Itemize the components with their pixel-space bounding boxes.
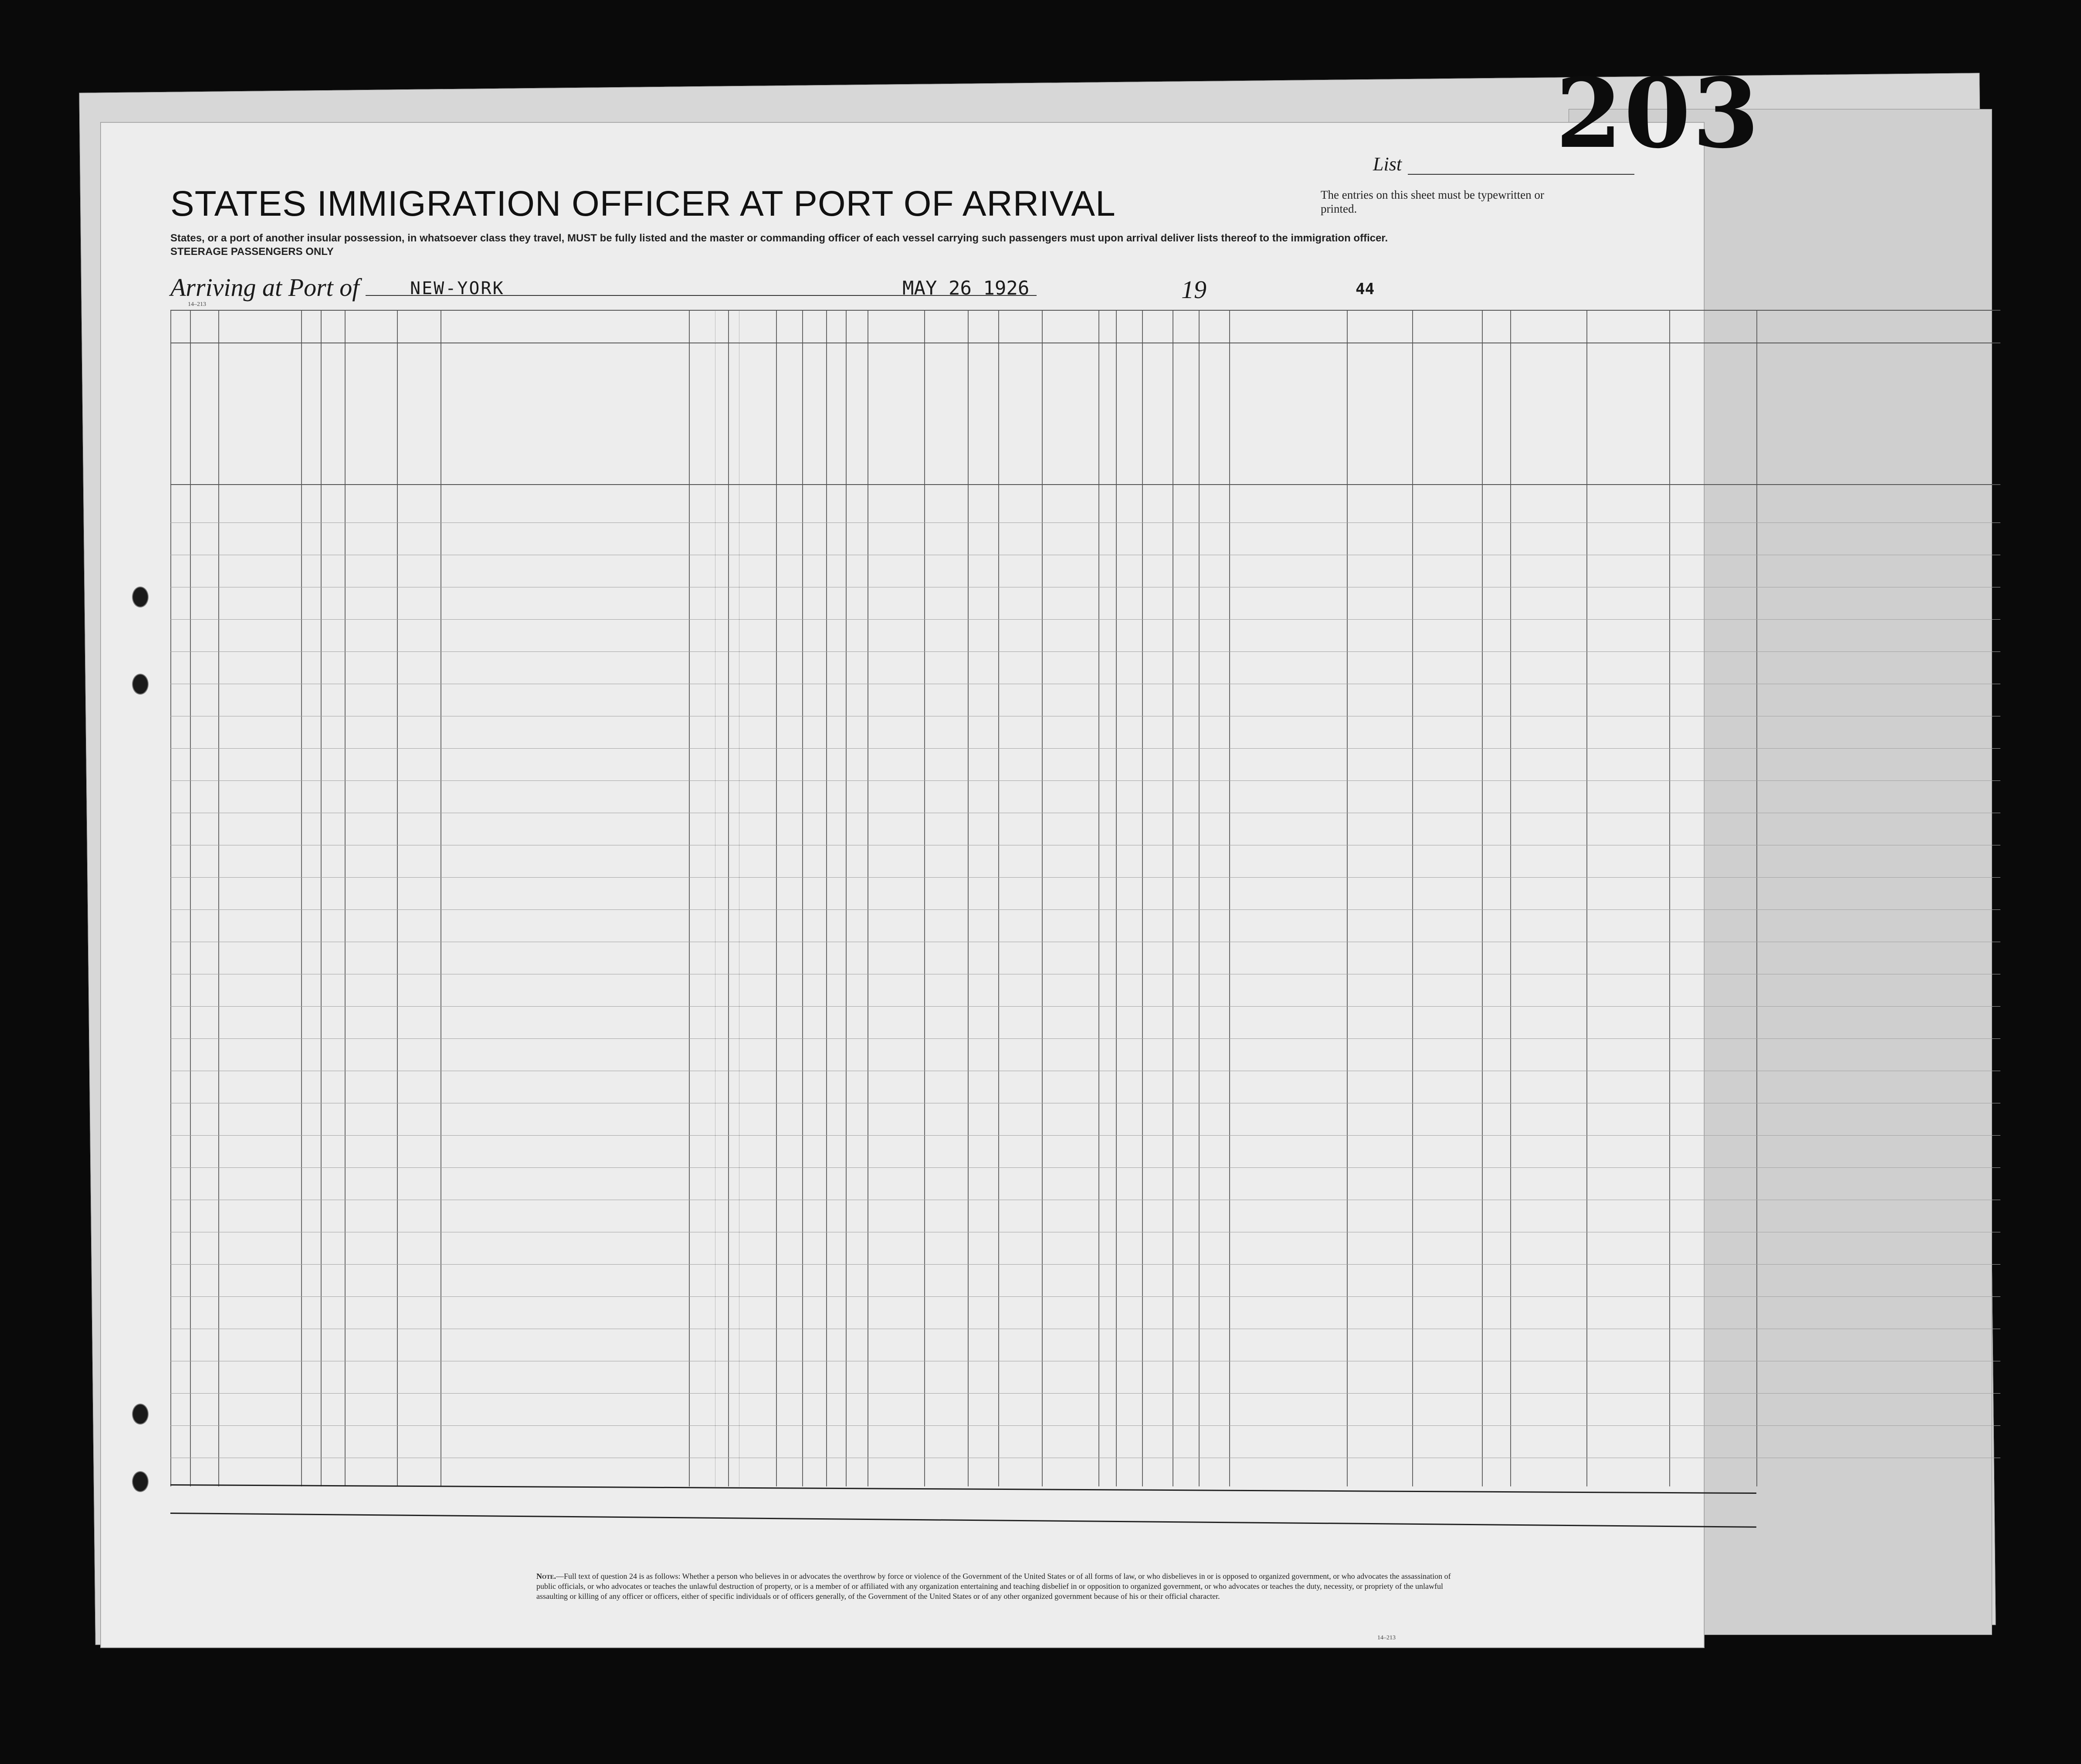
manifest-sheet: [100, 122, 1705, 1648]
column-rule: [170, 310, 171, 1486]
footnote: Note.—Full text of question 24 is as follows: Whether a person who believes in or advocates the overthrow by force or violence of the Government of the United States or of all forms of law, or who disbelieves in or is opposed to organized government, or who advocates the assassination of public officials, or who advocates or teaches the unlawful destruction of property, or is a member of or affiliated with any organization entertaining and teaching disbelief in or opposition to organized government, or who advocates or teaches the duty, necessity, or propriety of the unlawful assaulting or killing of any officer or officers, either of specific individuals or of officers generally, of the Government of the United States or of any other organized government because of his or their official character.: [536, 1572, 1451, 1601]
row-rule: [170, 909, 2000, 910]
column-rule: [1229, 310, 1230, 1486]
column-rule: [776, 310, 777, 1486]
row-rule: [170, 1006, 2000, 1007]
column-rule: [846, 310, 847, 1486]
row-rule: [170, 1425, 2000, 1426]
row-rule: [170, 522, 2000, 523]
steerage-label: STEERAGE PASSENGERS ONLY: [170, 246, 334, 258]
column-rule: [826, 310, 827, 1486]
column-rule: [321, 310, 322, 1486]
row-rule: [170, 1038, 2000, 1039]
row-rule: [170, 877, 2000, 878]
list-label: List: [1373, 153, 1402, 175]
list-underline: [1408, 174, 1634, 175]
column-rule: [1510, 310, 1511, 1486]
column-rule: [1756, 310, 1757, 1486]
entries-note: The entries on this sheet must be typewritten or printed.: [1321, 188, 1544, 215]
page-title: STATES IMMIGRATION OFFICER AT PORT OF ARRIVAL: [170, 184, 1116, 224]
note-text: Full text of question 24 is as follows: Whether a person who believes in or advocates the overthrow by force or violence of the Government of the United States or of all forms of law, or who disbelieves in or is opposed to organized government, or who advocates the assassination of public officials, or who advocates or teaches the unlawful destruction of property, or is a member of or affiliated with any organization entertaining and teaching disbelief in or opposition to organized government, or who advocates or teaches the duty, necessity, or propriety of the unlawful assaulting or killing of any officer or officers, either of specific individuals or of officers generally, of the Government of the United States or of any other organized government because of his or their official character.: [536, 1572, 1451, 1601]
row-rule: [170, 1135, 2000, 1136]
column-rule: [1412, 310, 1413, 1486]
binder-hole: [132, 1404, 149, 1425]
column-rule: [1586, 310, 1587, 1486]
column-rule: [1142, 310, 1143, 1486]
column-rule: [1042, 310, 1043, 1486]
instructions-text: [170, 231, 1521, 258]
cancel-line: [170, 1484, 1756, 1494]
column-rule: [998, 310, 999, 1486]
column-rule: [689, 310, 690, 1486]
year-prefix: 19: [1181, 275, 1207, 304]
column-rule: [1199, 310, 1200, 1486]
binder-hole: [132, 1471, 149, 1492]
header-rule: [170, 484, 2000, 485]
column-rule: [924, 310, 925, 1486]
column-rule: [1116, 310, 1117, 1486]
column-rule: [728, 310, 729, 1486]
row-rule: [170, 1393, 2000, 1394]
column-rule: [218, 310, 219, 1486]
row-rule: [170, 619, 2000, 620]
column-rule: [1347, 310, 1348, 1486]
date-stamp: MAY 26 1926: [902, 277, 1030, 299]
column-rule: [345, 310, 346, 1486]
instructions-line: States, or a port of another insular possession, in whatsoever class they travel, MUST be fully listed and the master or commanding officer of each vessel carrying such passengers must upon arrival deliver lists thereof to the immigration officer.: [170, 232, 1388, 244]
binder-hole: [132, 674, 149, 695]
binder-hole: [132, 587, 149, 607]
sheet-number-stamp: 203: [1556, 57, 1761, 170]
row-rule: [170, 748, 2000, 749]
port-value: NEW-YORK: [410, 278, 505, 299]
header-rule: [170, 310, 2000, 311]
column-rule: [397, 310, 398, 1486]
column-rule: [968, 310, 969, 1486]
column-rule: [190, 310, 191, 1486]
row-rule: [170, 1167, 2000, 1168]
row-rule: [170, 780, 2000, 781]
column-rule: [1482, 310, 1483, 1486]
cancel-line: [170, 1513, 1756, 1528]
column-rule: [301, 310, 302, 1486]
year-suffix: 44: [1356, 280, 1375, 298]
manifest-table: [170, 310, 2000, 1486]
arriving-text: Arriving at Port of: [170, 273, 359, 302]
column-rule: [802, 310, 803, 1486]
note-label: Note.: [536, 1572, 556, 1581]
column-rule: [1669, 310, 1670, 1486]
column-rule: [1098, 310, 1099, 1486]
row-rule: [170, 1264, 2000, 1265]
form-number: 14–213: [188, 301, 206, 308]
row-rule: [170, 1296, 2000, 1297]
footer-form-number: 14–213: [1377, 1635, 1396, 1641]
row-rule: [170, 651, 2000, 652]
